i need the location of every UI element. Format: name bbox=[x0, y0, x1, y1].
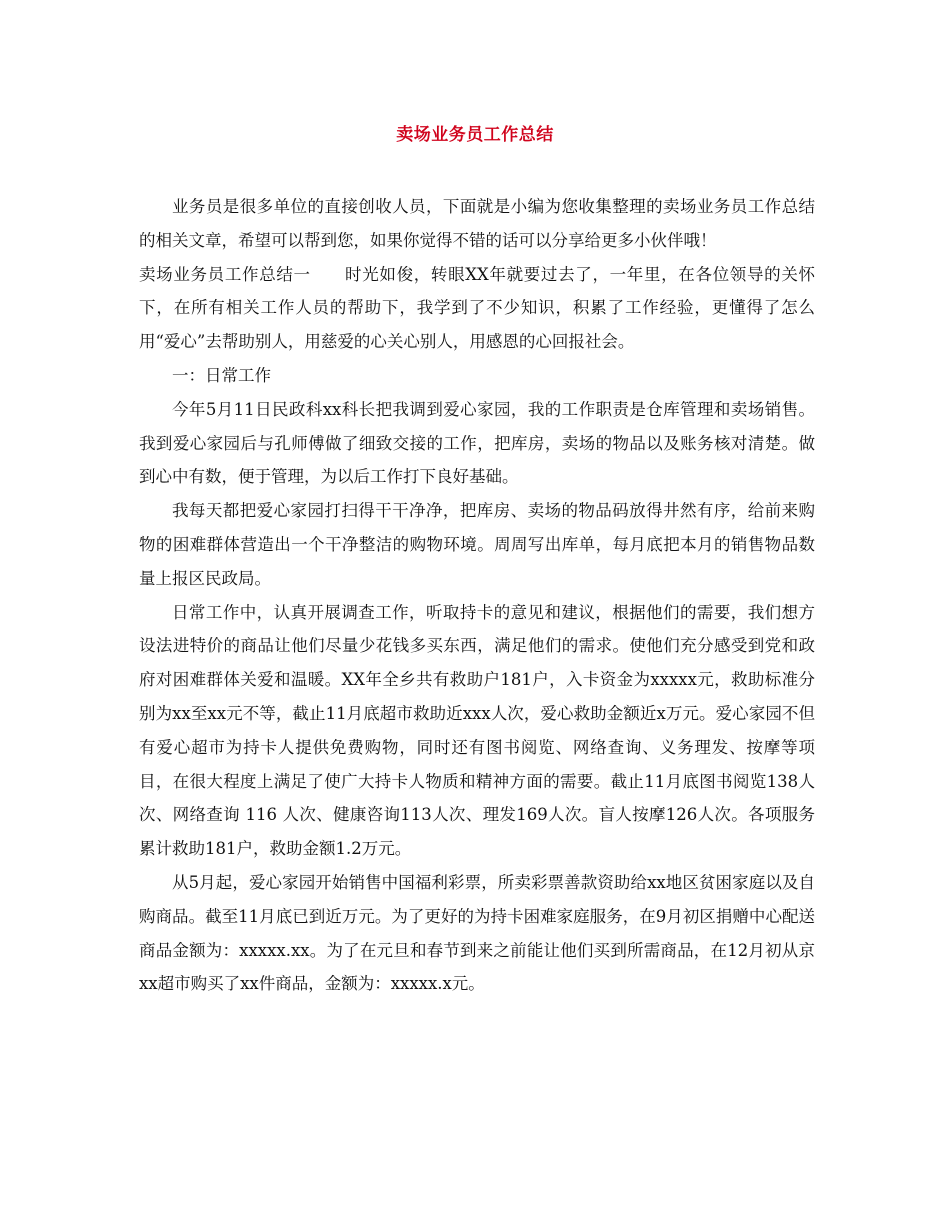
body-paragraph: 我每天都把爱心家园打扫得干干净净，把库房、卖场的物品码放得井然有序，给前来购物的困难群体营造出一个干净整洁的购物环境。周周写出库单，每月底把本月的销售物品数量上报区民政局。 bbox=[139, 501, 815, 588]
body-paragraph: 从5月起，爱心家园开始销售中国福利彩票，所卖彩票善款资助给xx地区贫困家庭以及自购商品。截至11月底已到近万元。为了更好的为持卡困难家庭服务，在9月初区捐赠中心配送商品金额为：xxxxx.xx。为了在元旦和春节到来之前能让他们买到所需商品，在12月初从京xx超市购买了xx件商品，金额为：xxxxx.x元。 bbox=[139, 872, 815, 994]
section-heading-daily-work: 一：日常工作 bbox=[172, 365, 271, 385]
summary-one-paragraph: 卖场业务员工作总结一 时光如俊，转眼XX年就要过去了，一年里，在各位领导的关怀下，在所有相关工作人员的帮助下，我学到了不少知识，积累了工作经验，更懂得了怎么用“爱心”去帮助别人，用慈爱的心关心别人，用感恩的心回报社会。 bbox=[139, 264, 815, 352]
document-title: 卖场业务员工作总结 bbox=[396, 125, 554, 145]
body-paragraph: 今年5月11日民政科xx科长把我调到爱心家园，我的工作职责是仓库管理和卖场销售。我到爱心家园后与孔师傅做了细致交接的工作，把库房，卖场的物品以及账务核对清楚。做到心中有数，便于管理，为以后工作打下良好基础。 bbox=[139, 399, 815, 487]
intro-paragraph: 业务员是很多单位的直接创收人员，下面就是小编为您收集整理的卖场业务员工作总结的相关文章，希望可以帮到您，如果你觉得不错的话可以分享给更多小伙伴哦！ bbox=[139, 197, 815, 250]
body-paragraph: 日常工作中，认真开展调查工作，听取持卡的意见和建议，根据他们的需要，我们想方设法进特价的商品让他们尽量少花钱多买东西，满足他们的需求。使他们充分感受到党和政府对困难群体关爱和温暖。XX年全乡共有救助户181户，入卡资金为xxxxx元，救助标准分别为xx至xx元不等，截止11月底超市救助近xxx人次，爱心救助金额近x万元。爱心家园不但有爱心超市为持卡人提供免费购物，同时还有图书阅览、网络查询、义务理发、按摩等项目，在很大程度上满足了使广大持卡人物质和精神方面的需要。截止11月底图书阅览138人次、网络查询 116 人次、健康咨询113人次、理发169人次。盲人按摩126人次。各项服务累计救助181户，救助金额1.2万元。 bbox=[139, 602, 815, 859]
document-body bbox=[139, 190, 815, 1001]
